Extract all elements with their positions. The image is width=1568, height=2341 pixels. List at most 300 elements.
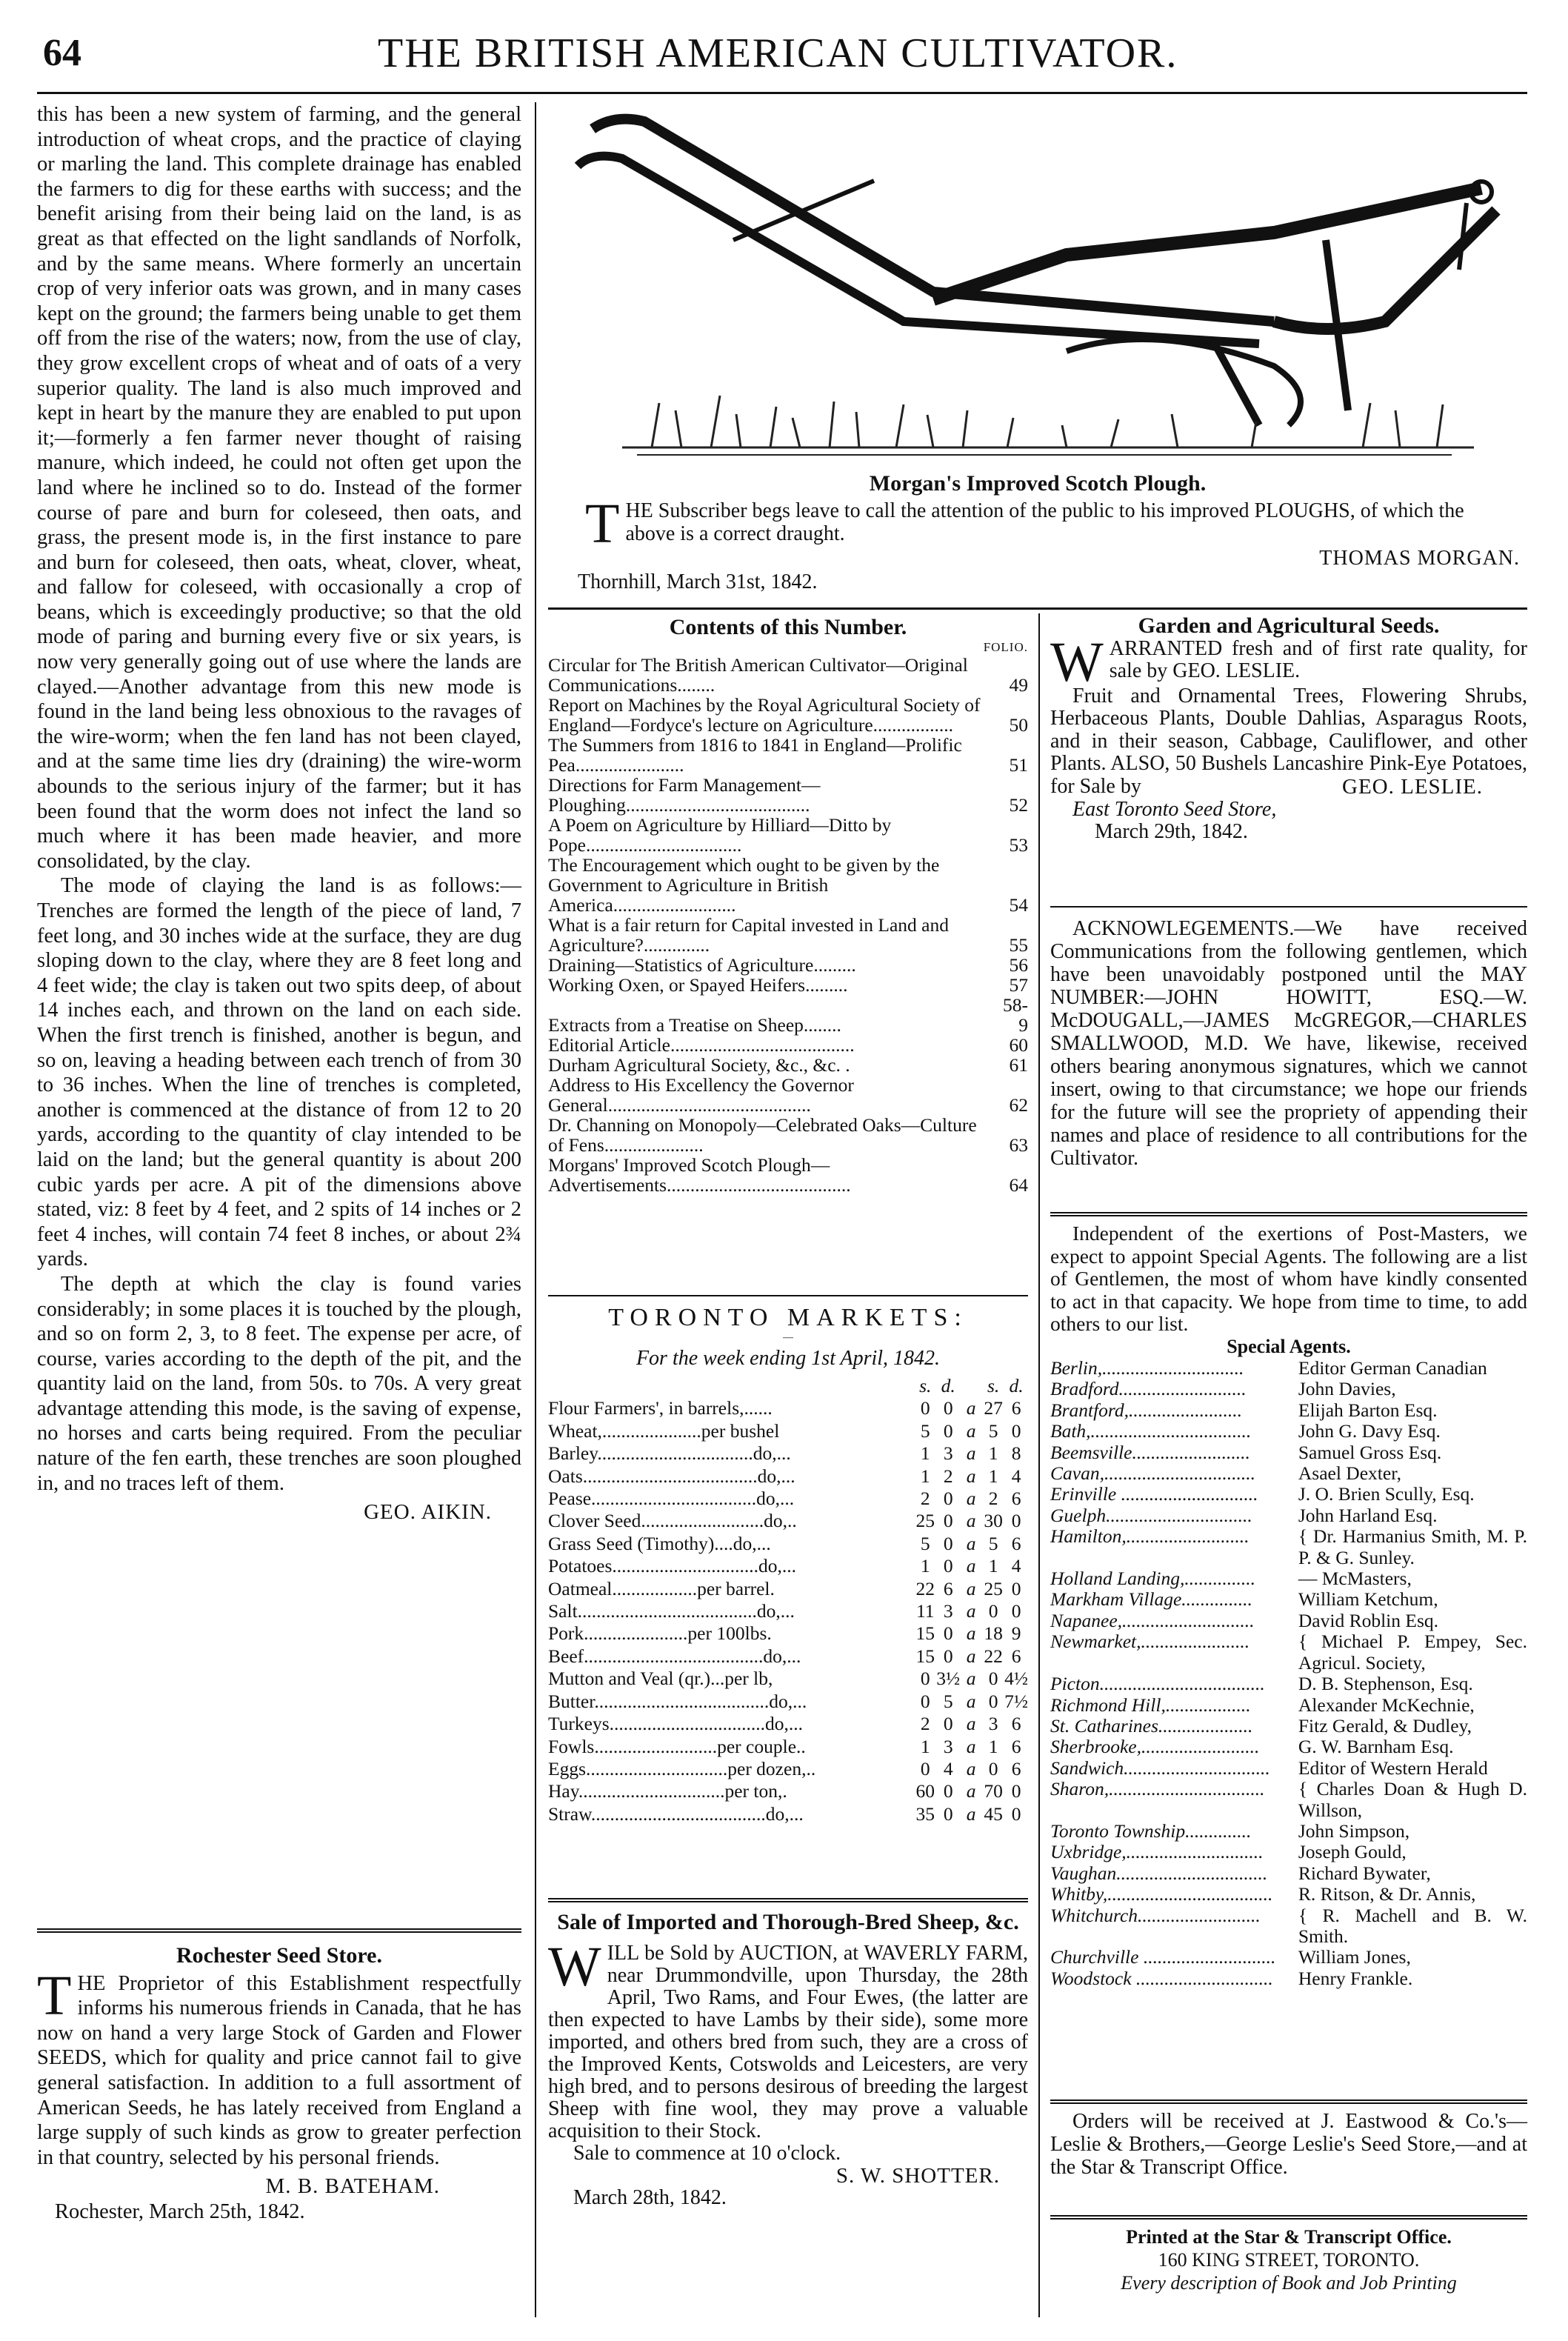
agents-intro: Independent of the exertions of Post-Masters, we expect to appoint Special Agents. The following are a list of Gentlemen, the most of whom have kindly consented to act in that capacity. We hope from time to time, to add others to our list. <box>1050 1222 1527 1335</box>
fen-article <box>37 102 521 1525</box>
agent-name: J. O. Brien Scully, Esq. <box>1298 1483 1475 1505</box>
sheep-date: March 28th, 1842. <box>573 2186 727 2209</box>
contents-entry: Dr. Channing on Monopoly—Celebrated Oaks—Culture of Fens..................... <box>548 1114 977 1156</box>
markets-cell-s2: 1 <box>988 1735 998 1757</box>
markets-cell-s1: 2 <box>920 1713 930 1735</box>
markets-row <box>548 1758 1028 1780</box>
markets-row <box>548 1397 1028 1419</box>
agent-name: { Michael P. Empey, Sec. Agricul. Society, <box>1298 1631 1527 1674</box>
markets-col-header: d. <box>1009 1375 1024 1396</box>
folio-label: FOLIO. <box>983 640 1028 654</box>
markets-cell-s2: 27 <box>984 1397 1003 1419</box>
markets-row <box>548 1420 1028 1442</box>
section-divider <box>1050 1212 1527 1216</box>
markets-cell-item: Oatmeal..................per barrel. <box>548 1577 775 1599</box>
markets-col-header: d. <box>941 1375 955 1396</box>
markets-cell-d2: 4 <box>1011 1555 1021 1577</box>
markets-cell-item: Wheat,.....................per bushel <box>548 1419 780 1442</box>
markets-cell-s1: 0 <box>920 1757 930 1779</box>
contents-page: 52 <box>1009 794 1028 816</box>
markets-cell-d1: 3 <box>943 1600 953 1622</box>
agent-place: Whitby,................................... <box>1050 1883 1273 1905</box>
agent-row <box>1050 1674 1527 1694</box>
agent-name: Joseph Gould, <box>1298 1841 1407 1863</box>
markets-cell-s2: 30 <box>984 1510 1003 1532</box>
ack-text: ACKNOWLEGEMENTS.—We have received Communications from the following gentlemen, which have been unavoidably postponed until the MAY NUMBER:—JOHN HOWITT, ESQ.—W. McDOUGALL,—JAMES McGREGOR,—CHARLES SMALLWOOD, M.D. We have, likewise, received others bearing anonymous signatures, which we cannot insert, owing to that circumstance; we hope our friends for the future will see the propriety of appending their names and place of residence to all contributions for the Cultivator. <box>1050 917 1527 1170</box>
agent-row <box>1050 1695 1527 1716</box>
agent-row <box>1050 1611 1527 1631</box>
agent-place: Guelph............................... <box>1050 1504 1252 1526</box>
agent-name: R. Ritson, & Dr. Annis, <box>1298 1883 1476 1905</box>
markets-row <box>548 1668 1028 1690</box>
agent-place: Hamilton,.......................... <box>1050 1525 1250 1548</box>
contents-page: 62 <box>1009 1094 1028 1116</box>
markets-subtitle: For the week ending 1st April, 1842. <box>635 1347 941 1370</box>
markets-cell-d1: 0 <box>943 1397 953 1419</box>
agent-name: Asael Dexter, <box>1298 1462 1402 1485</box>
contents-title: Contents of this Number. <box>669 615 907 639</box>
garden-ad <box>1050 615 1527 844</box>
plough-ad <box>548 471 1527 594</box>
agent-name: G. W. Barnham Esq. <box>1298 1736 1454 1758</box>
agent-name: Samuel Gross Esq. <box>1298 1441 1442 1463</box>
agent-row <box>1050 1631 1527 1674</box>
agent-place: Whitchurch.......................... <box>1050 1904 1261 1926</box>
markets-row <box>548 1600 1028 1622</box>
contents-entry: The Summers from 1816 to 1841 in England—Prolific Pea....................... <box>548 734 962 776</box>
agent-name: D. B. Stephenson, Esq. <box>1298 1673 1473 1695</box>
agent-row <box>1050 1842 1527 1862</box>
contents-entry: Draining—Statistics of Agriculture......... <box>548 954 856 976</box>
agents-section <box>1050 1222 1527 1989</box>
markets-row <box>548 1691 1028 1713</box>
markets-cell-a: a <box>966 1442 976 1465</box>
agent-name: — McMasters, <box>1298 1568 1412 1590</box>
markets-cell-d2: 9 <box>1011 1622 1021 1645</box>
agent-place: Uxbridge,............................. <box>1050 1841 1264 1863</box>
markets-cell-s2: 70 <box>984 1780 1003 1802</box>
garden-store: East Toronto Seed Store, <box>1072 797 1277 821</box>
garden-date: March 29th, 1842. <box>1095 820 1248 843</box>
markets-cell-item: Flour Farmers', in barrels,...... <box>548 1397 773 1419</box>
markets-cell-s2: 45 <box>984 1802 1003 1825</box>
contents-row <box>548 1075 1028 1115</box>
article-paragraph: The mode of claying the land is as follows:—Trenches are formed the length of the piece of land, 7 feet long, and 30 inches wide at the surface, they are dug sloping down to the clay, where they are 8 feet long and 4 feet wide; the clay is taken out two spits deep, of about 14 inches each, and thrown on the land on each side. When the first trench is finished, another is begun, and so on, leaving a heading between each trench of from 30 to 36 inches. When the line of trenches is completed, another is commenced at the distance of from 12 to 20 yards, according to the quantity of clay intended to be laid on the land; but the general quantity is about 200 cubic yards per acre. A pit of the dimensions above stated, viz: 8 feet by 4 feet, and 2 spits of 14 inches or 2 feet 4 inches, will contain 74 feet 8 inches, or about 2¾ yards. <box>37 874 521 1271</box>
markets-cell-s2: 22 <box>984 1645 1003 1667</box>
markets-cell-item: Pork......................per 100lbs. <box>548 1622 772 1645</box>
section-divider <box>548 1295 1028 1296</box>
markets-cell-s1: 15 <box>915 1622 935 1645</box>
markets-cell-s1: 1 <box>920 1465 930 1487</box>
contents-page: 56 <box>1009 954 1028 976</box>
markets-cell-item: Salt......................................do,... <box>548 1600 795 1622</box>
contents-entry: Extracts from a Treatise on Sheep........ <box>548 1014 841 1036</box>
agent-place: Holland Landing,............... <box>1050 1568 1255 1590</box>
markets-cell-a: a <box>966 1465 976 1487</box>
markets-row <box>548 1803 1028 1825</box>
markets-row <box>548 1578 1028 1600</box>
agent-row <box>1050 1863 1527 1884</box>
markets-cell-d2: 6 <box>1011 1757 1021 1779</box>
markets-cell-a: a <box>966 1645 976 1667</box>
article-signature: GEO. AIKIN. <box>364 1500 492 1525</box>
contents-row <box>548 1155 1028 1195</box>
printer-line2: 160 KING STREET, TORONTO. <box>1158 2249 1420 2271</box>
markets-cell-item: Grass Seed (Timothy)....do,... <box>548 1532 771 1554</box>
markets-row <box>548 1645 1028 1668</box>
markets-cell-d1: 0 <box>943 1510 953 1532</box>
agent-row <box>1050 1779 1527 1821</box>
agent-row <box>1050 1716 1527 1736</box>
markets-cell-a: a <box>966 1419 976 1442</box>
page-header <box>37 28 1527 87</box>
agent-name: Editor German Canadian <box>1298 1357 1487 1379</box>
markets-cell-d1: 3 <box>943 1442 953 1465</box>
garden-title: Garden and Agricultural Seeds. <box>1138 613 1440 638</box>
agent-place: Cavan,................................ <box>1050 1462 1255 1485</box>
agent-row <box>1050 1968 1527 1989</box>
agent-name: William Ketchum, <box>1298 1588 1438 1611</box>
section-divider <box>1050 906 1527 908</box>
markets-cell-d2: 7½ <box>1004 1690 1028 1712</box>
markets-cell-s1: 11 <box>915 1600 935 1622</box>
contents-row <box>548 995 1028 1035</box>
contents-row <box>548 975 1028 995</box>
contents-row <box>548 815 1028 855</box>
markets-cell-d2: 0 <box>1011 1419 1021 1442</box>
newspaper-page <box>37 28 1527 2317</box>
agent-place: Sandwich............................... <box>1050 1756 1270 1779</box>
markets-cell-d1: 4 <box>943 1757 953 1779</box>
agent-row <box>1050 1884 1527 1905</box>
markets-cell-s2: 25 <box>984 1577 1003 1599</box>
contents-page: 50 <box>1009 714 1028 736</box>
contents-page: 55 <box>1009 934 1028 956</box>
section-divider <box>1050 2215 1527 2220</box>
agent-place: Bath,.................................. <box>1050 1420 1252 1442</box>
markets-cell-s1: 15 <box>915 1645 935 1667</box>
agent-row <box>1050 1442 1527 1463</box>
section-divider <box>37 1928 521 1933</box>
agent-place: Vaughan................................ <box>1050 1862 1268 1884</box>
printer-line1: Printed at the Star & Transcript Office. <box>1126 2226 1452 2248</box>
section-divider <box>548 607 1527 610</box>
contents-entry: Address to His Excellency the Governor General........................................... <box>548 1074 854 1116</box>
contents-row <box>548 735 1028 775</box>
printer-imprint <box>1050 2225 1527 2294</box>
markets-cell-d1: 5 <box>943 1690 953 1712</box>
agent-row <box>1050 1821 1527 1842</box>
markets-cell-item: Fowls..........................per couple.. <box>548 1735 806 1757</box>
markets-cell-s2: 2 <box>988 1488 998 1510</box>
agent-name: { Dr. Harmanius Smith, M. P. P. & G. Sunley. <box>1298 1525 1527 1568</box>
markets-title: TORONTO MARKETS: <box>608 1304 968 1331</box>
markets-cell-item: Barley.................................do,... <box>548 1442 791 1465</box>
markets-cell-d2: 0 <box>1011 1802 1021 1825</box>
plough-illustration <box>548 99 1527 477</box>
markets-cell-item: Turkeys.................................do,... <box>548 1713 804 1735</box>
plough-engraving <box>548 99 1527 477</box>
agent-name: William Jones, <box>1298 1946 1411 1968</box>
markets-cell-d1: 0 <box>943 1645 953 1667</box>
sheep-title: Sale of Imported and Thorough-Bred Sheep, &c. <box>557 1910 1019 1934</box>
agent-row <box>1050 1463 1527 1484</box>
markets-cell-a: a <box>966 1622 976 1645</box>
markets-cell-d2: 0 <box>1011 1510 1021 1532</box>
markets-cell-d2: 6 <box>1011 1532 1021 1554</box>
markets-cell-a: a <box>966 1668 976 1690</box>
agent-row <box>1050 1421 1527 1442</box>
column-rule <box>1038 613 1040 2317</box>
agent-row <box>1050 1484 1527 1505</box>
markets-cell-item: Butter.....................................do,... <box>548 1690 807 1712</box>
markets-cell-d2: 6 <box>1011 1713 1021 1735</box>
agent-name: John G. Davy Esq. <box>1298 1420 1441 1442</box>
markets-cell-s2: 0 <box>988 1757 998 1779</box>
contents-page: 60 <box>1009 1034 1028 1056</box>
contents-page: 64 <box>1009 1174 1028 1196</box>
agent-place: St. Catharines.................... <box>1050 1714 1253 1736</box>
contents-page: 63 <box>1009 1134 1028 1156</box>
agent-row <box>1050 1505 1527 1526</box>
markets-cell-s1: 1 <box>920 1555 930 1577</box>
agent-name: { R. Machell and B. W. Smith. <box>1298 1904 1527 1947</box>
markets-cell-d1: 0 <box>943 1555 953 1577</box>
markets-row <box>548 1533 1028 1555</box>
markets-cell-d2: 6 <box>1011 1488 1021 1510</box>
agent-place: Brantford,........................ <box>1050 1399 1243 1421</box>
markets-row <box>548 1442 1028 1465</box>
markets-cell-d2: 6 <box>1011 1645 1021 1667</box>
markets-cell-d1: 0 <box>943 1622 953 1645</box>
agent-place: Toronto Township.............. <box>1050 1819 1252 1842</box>
contents-row <box>548 1055 1028 1075</box>
contents-page: 58-9 <box>1003 994 1028 1036</box>
contents-page: 49 <box>1009 674 1028 696</box>
markets-cell-s2: 1 <box>988 1555 998 1577</box>
header-rule <box>37 92 1527 94</box>
contents-entry: Directions for Farm Management—Ploughing....................................... <box>548 774 821 816</box>
markets-cell-s2: 1 <box>988 1442 998 1465</box>
agent-name: David Roblin Esq. <box>1298 1609 1438 1631</box>
agent-name: John Davies, <box>1298 1378 1396 1400</box>
section-divider <box>1050 2099 1527 2104</box>
markets-cell-a: a <box>966 1577 976 1599</box>
markets-cell-s1: 0 <box>920 1397 930 1419</box>
markets-cell-item: Hay...............................per ton,. <box>548 1780 787 1802</box>
markets-row <box>548 1736 1028 1758</box>
contents-page: 53 <box>1009 834 1028 856</box>
section-divider <box>548 1898 1028 1902</box>
markets-cell-s2: 0 <box>988 1600 998 1622</box>
markets-cell-s2: 1 <box>988 1465 998 1487</box>
markets-cell-d1: 6 <box>943 1577 953 1599</box>
markets-cell-a: a <box>966 1690 976 1712</box>
markets-cell-item: Oats.....................................do,... <box>548 1465 795 1487</box>
markets-table <box>548 1375 1028 1825</box>
markets-cell-d1: 0 <box>943 1419 953 1442</box>
orders-notice <box>1050 2110 1527 2179</box>
drop-cap: W <box>548 1936 601 1998</box>
markets-cell-s1: 5 <box>920 1532 930 1554</box>
ad-body: HE Proprietor of this Establishment respectfully informs his numerous friends in Canada, that he has now on hand a very large Stock of Garden and Flower SEEDS, which for quality and price cannot fail to give general satisfaction. In addition to a full assortment of American Seeds, he has lately received from England a large supply of such kinds as grow to greater perfection in that country, selected by his personal friends. <box>37 1971 521 2169</box>
markets-cell-d1: 2 <box>943 1465 953 1487</box>
markets-cell-s1: 35 <box>915 1802 935 1825</box>
agent-name: Richard Bywater, <box>1298 1862 1431 1884</box>
contents-entry: Durham Agricultural Society, &c., &c. . <box>548 1054 850 1076</box>
contents-entry: A Poem on Agriculture by Hilliard—Ditto by Pope................................. <box>548 814 892 856</box>
agent-name: Elijah Barton Esq. <box>1298 1399 1438 1421</box>
contents-row <box>548 1035 1028 1055</box>
markets-cell-s1: 25 <box>915 1510 935 1532</box>
ad-title: Rochester Seed Store. <box>176 1943 382 1968</box>
contents-row <box>548 855 1028 915</box>
markets-cell-item: Straw.....................................do,... <box>548 1802 804 1825</box>
contents-entry: Report on Machines by the Royal Agricultural Society of England—Fordyce's lecture on Agriculture................. <box>548 694 981 736</box>
markets-row <box>548 1488 1028 1510</box>
markets-cell-d1: 0 <box>943 1780 953 1802</box>
markets-cell-s2: 5 <box>988 1419 998 1442</box>
agent-name: John Harland Esq. <box>1298 1504 1438 1526</box>
drop-cap: T <box>37 1964 72 2027</box>
contents-row <box>548 955 1028 975</box>
column-rule <box>535 102 536 2317</box>
markets-cell-d2: 4 <box>1011 1465 1021 1487</box>
markets-cell-s2: 18 <box>984 1622 1003 1645</box>
markets-cell-d2: 0 <box>1011 1577 1021 1599</box>
agent-name: John Simpson, <box>1298 1819 1410 1842</box>
contents-row <box>548 655 1028 695</box>
sheep-signature: S. W. SHOTTER. <box>835 2164 1000 2188</box>
sheep-body: ILL be Sold by AUCTION, at WAVERLY FARM, near Drummondville, upon Thursday, the 28th April, Two Rams, and Four Ewes, (the latter are then expected to have Lambs by their side), some more imported, and others bred from such, they are a cross of the Improved Kents, Cotswolds and Leicesters, are very high bred, and to persons desirous of breeding the largest Sheep with fine wool, they may prove a valuable acquisition to their Stock. <box>548 1942 1028 2142</box>
contents-page: 54 <box>1009 894 1028 916</box>
agent-row <box>1050 1526 1527 1568</box>
contents-row <box>548 1115 1028 1155</box>
contents-page: 61 <box>1009 1054 1028 1076</box>
agent-row <box>1050 1947 1527 1968</box>
plough-signature: THOMAS MORGAN. <box>1319 547 1520 570</box>
agent-place: Beemsville......................... <box>1050 1441 1250 1463</box>
ad-place-date: Rochester, March 25th, 1842. <box>55 2200 305 2223</box>
agent-place: Napanee,............................ <box>1050 1609 1255 1631</box>
markets-cell-s1: 2 <box>920 1488 930 1510</box>
markets-cell-a: a <box>966 1488 976 1510</box>
markets-cell-item: Eggs..............................per dozen,.. <box>548 1757 816 1779</box>
markets-cell-d1: 0 <box>943 1713 953 1735</box>
contents-entry: What is a fair return for Capital invested in Land and Agriculture?.............. <box>548 914 949 956</box>
markets-cell-item: Potatoes...............................do,... <box>548 1555 797 1577</box>
markets-cell-s2: 5 <box>988 1532 998 1554</box>
agent-name: Fitz Gerald, & Dudley, <box>1298 1714 1472 1736</box>
agent-place: Berlin,.............................. <box>1050 1357 1244 1379</box>
contents-entry: Morgans' Improved Scotch Plough—Advertisements....................................... <box>548 1154 851 1196</box>
agent-place: Newmarket,....................... <box>1050 1631 1250 1653</box>
markets-cell-s1: 1 <box>920 1735 930 1757</box>
contents-entry: Editorial Article....................................... <box>548 1034 855 1056</box>
ad-signature: M. B. BATEHAM. <box>265 2174 440 2199</box>
drop-cap: W <box>1050 630 1104 693</box>
agent-place: Sharon,................................. <box>1050 1778 1265 1800</box>
agent-row <box>1050 1358 1527 1379</box>
markets-row <box>548 1622 1028 1645</box>
agent-row <box>1050 1400 1527 1421</box>
markets-cell-d1: 0 <box>943 1488 953 1510</box>
markets-row <box>548 1465 1028 1488</box>
drop-cap: T <box>585 493 620 555</box>
markets-cell-d2: 0 <box>1011 1600 1021 1622</box>
markets-cell-s1: 5 <box>920 1419 930 1442</box>
markets-cell-a: a <box>966 1510 976 1532</box>
markets-cell-a: a <box>966 1780 976 1802</box>
agent-place: Richmond Hill,.................. <box>1050 1694 1251 1716</box>
markets-cell-item: Clover Seed..........................do,.. <box>548 1510 797 1532</box>
markets-col-header: s. <box>919 1375 932 1396</box>
plough-caption: Morgan's Improved Scotch Plough. <box>869 471 1207 496</box>
agent-name: { Charles Doan & Hugh D. Willson, <box>1298 1778 1527 1821</box>
markets-cell-a: a <box>966 1757 976 1779</box>
markets-cell-d2: 6 <box>1011 1735 1021 1757</box>
contents-page: 51 <box>1009 754 1028 776</box>
markets-cell-s1: 22 <box>915 1577 935 1599</box>
markets-cell-s1: 0 <box>920 1668 930 1690</box>
agent-place: Churchville ............................ <box>1050 1946 1276 1968</box>
agent-name: Alexander McKechnie, <box>1298 1694 1475 1716</box>
garden-signature: GEO. LESLIE. <box>1342 775 1483 799</box>
orders-text: Orders will be received at J. Eastwood & Co.'s—Leslie & Brothers,—George Leslie's Seed Store,—and at the Star & Transcript Office. <box>1050 2110 1527 2179</box>
markets-row <box>548 1713 1028 1735</box>
sheep-commence: Sale to commence at 10 o'clock. <box>573 2142 841 2165</box>
agent-name: Henry Frankle. <box>1298 1967 1413 1989</box>
markets-header-row <box>548 1375 1028 1397</box>
contents-entry: Working Oxen, or Spayed Heifers......... <box>548 974 848 996</box>
markets-cell-s2: 0 <box>988 1668 998 1690</box>
agent-row <box>1050 1379 1527 1399</box>
markets-cell-a: a <box>966 1802 976 1825</box>
agent-place: Woodstock ............................. <box>1050 1967 1273 1989</box>
markets-col-header <box>960 1375 982 1397</box>
agents-table <box>1050 1358 1527 1989</box>
contents-entry: The Encouragement which ought to be given by the Government to Agriculture in British America.......................... <box>548 854 940 916</box>
contents-row <box>548 775 1028 815</box>
agent-name: Editor of Western Herald <box>1298 1756 1488 1779</box>
markets-cell-s2: 3 <box>988 1713 998 1735</box>
contents-entry: Circular for The British American Cultivator—Original Communications........ <box>548 654 968 696</box>
agent-row <box>1050 1758 1527 1779</box>
acknowledgements <box>1050 917 1527 1170</box>
markets-cell-d2: 0 <box>1011 1780 1021 1802</box>
markets-cell-s1: 60 <box>915 1780 935 1802</box>
garden-body: ARRANTED fresh and of first rate quality, for sale by GEO. LESLIE. <box>1109 636 1527 682</box>
markets-cell-a: a <box>966 1735 976 1757</box>
article-paragraph: this has been a new system of farming, and the general introduction of wheat crops, and the practice of claying or marling the land. This complete drainage has enabled the farmers to dig for these earths with success; and the benefit arising from their being laid on the land, is as great as that effected on the light sandlands of Norfolk, and by the same means. Where formerly an uncertain crop of very inferior oats was grown, and in many cases kept on the ground; the farmers being unable to get them off from the rise of the waters; now, from the use of clay, they grow excellent crops of wheat and of oats of a very superior quality. The land is also much improved and kept in heart by the manure they are enabled to put upon it;—formerly a fen farmer never thought of raising manure, which indeed, he could not often get upon the land where he inclined so to do. Instead of the former course of pare and burn for coleseed, then oats, and grass, the present mode is, in the first instance to pare and burn for coleseed, then oats, wheat, clover, wheat, and fallow for coleseed, with occasionally a crop of beans, which is exceedingly productive; so that the old mode of paring and burning every five or six years, is now very generally going out of use where the lands are clayed.—Another advantage from this new mode is found in the land being less obnoxious to the ravages of the wire-worm; when the fen land has not been clayed, and at the same time lies dry (draining) the wire-worm abounds to the serious injury of the farmer; but it has been found that the worm does not infect the land so much where it has been made heavier, and more consolidated, by the clay. <box>37 103 521 873</box>
markets-cell-d1: 3½ <box>936 1668 961 1690</box>
contents-section <box>548 615 1028 1195</box>
contents-page: 57 <box>1009 974 1028 996</box>
contents-row <box>548 695 1028 735</box>
markets-cell-item: Mutton and Veal (qr.)...per lb, <box>548 1668 773 1690</box>
agent-place: Erinville ............................. <box>1050 1483 1258 1505</box>
markets-cell-a: a <box>966 1713 976 1735</box>
page-title: THE BRITISH AMERICAN CULTIVATOR. <box>378 30 1178 76</box>
markets-cell-a: a <box>966 1555 976 1577</box>
markets-section: TORONTO MARKETS: — For the week ending 1st April, 1842. s. d. s. d. Flour Farmers', in barrels,...... 0 0 a 27 6 Wheat,.....................per bushel 5 0 a 5 0 Barley.................................do,... 1 3 a 1 8 Oats.....................................do,... 1 2 a 1 4 Pease...................................do,... 2 0 a 2 6 Clover Seed..........................do,.. 25 0 a 30 0 Grass Seed (Timothy)....do,... 5 0 a 5 6 Potatoes...............................do,... 1 0 a 1 4 Oatmeal..................per barrel. 22 6 a 25 0 Salt......................................do,... 11 3 a 0 0 Pork......................per 100lbs. 15 0 a 18 9 Beef......................................do,... 15 0 a 22 6 Mutton and Veal (qr.)...per lb, 0 3½ a 0 4½ Butter.....................................do,... 0 5 a 0 7½ Turkeys.................................do,... 2 0 a 3 6 Fowls..........................per couple.. 1 3 a 1 6 Eggs..............................per dozen,.. 0 4 a 0 6 Hay...............................per ton,. 60 0 a 70 0 Straw.....................................do,... 35 0 a 45 0 <box>548 1304 1028 1825</box>
markets-cell-item: Pease...................................do,... <box>548 1488 795 1510</box>
contents-table <box>548 655 1028 1195</box>
markets-cell-d2: 6 <box>1011 1397 1021 1419</box>
markets-cell-a: a <box>966 1600 976 1622</box>
agent-row <box>1050 1589 1527 1610</box>
article-paragraph: The depth at which the clay is found varies considerably; in some places it is touched by the plough, and so on form 2, 3, to 8 feet. The expense per acre, of course, varies according to the depth of the pit, and the quantity laid on the land, from 50s. to 70s. A very great advantage attending this mode, is the saving of expense, no horses and carts being required. From the peculiar nature of the fen earth, these trenches are soon ploughed in, and no traces left of them. <box>37 1272 521 1495</box>
